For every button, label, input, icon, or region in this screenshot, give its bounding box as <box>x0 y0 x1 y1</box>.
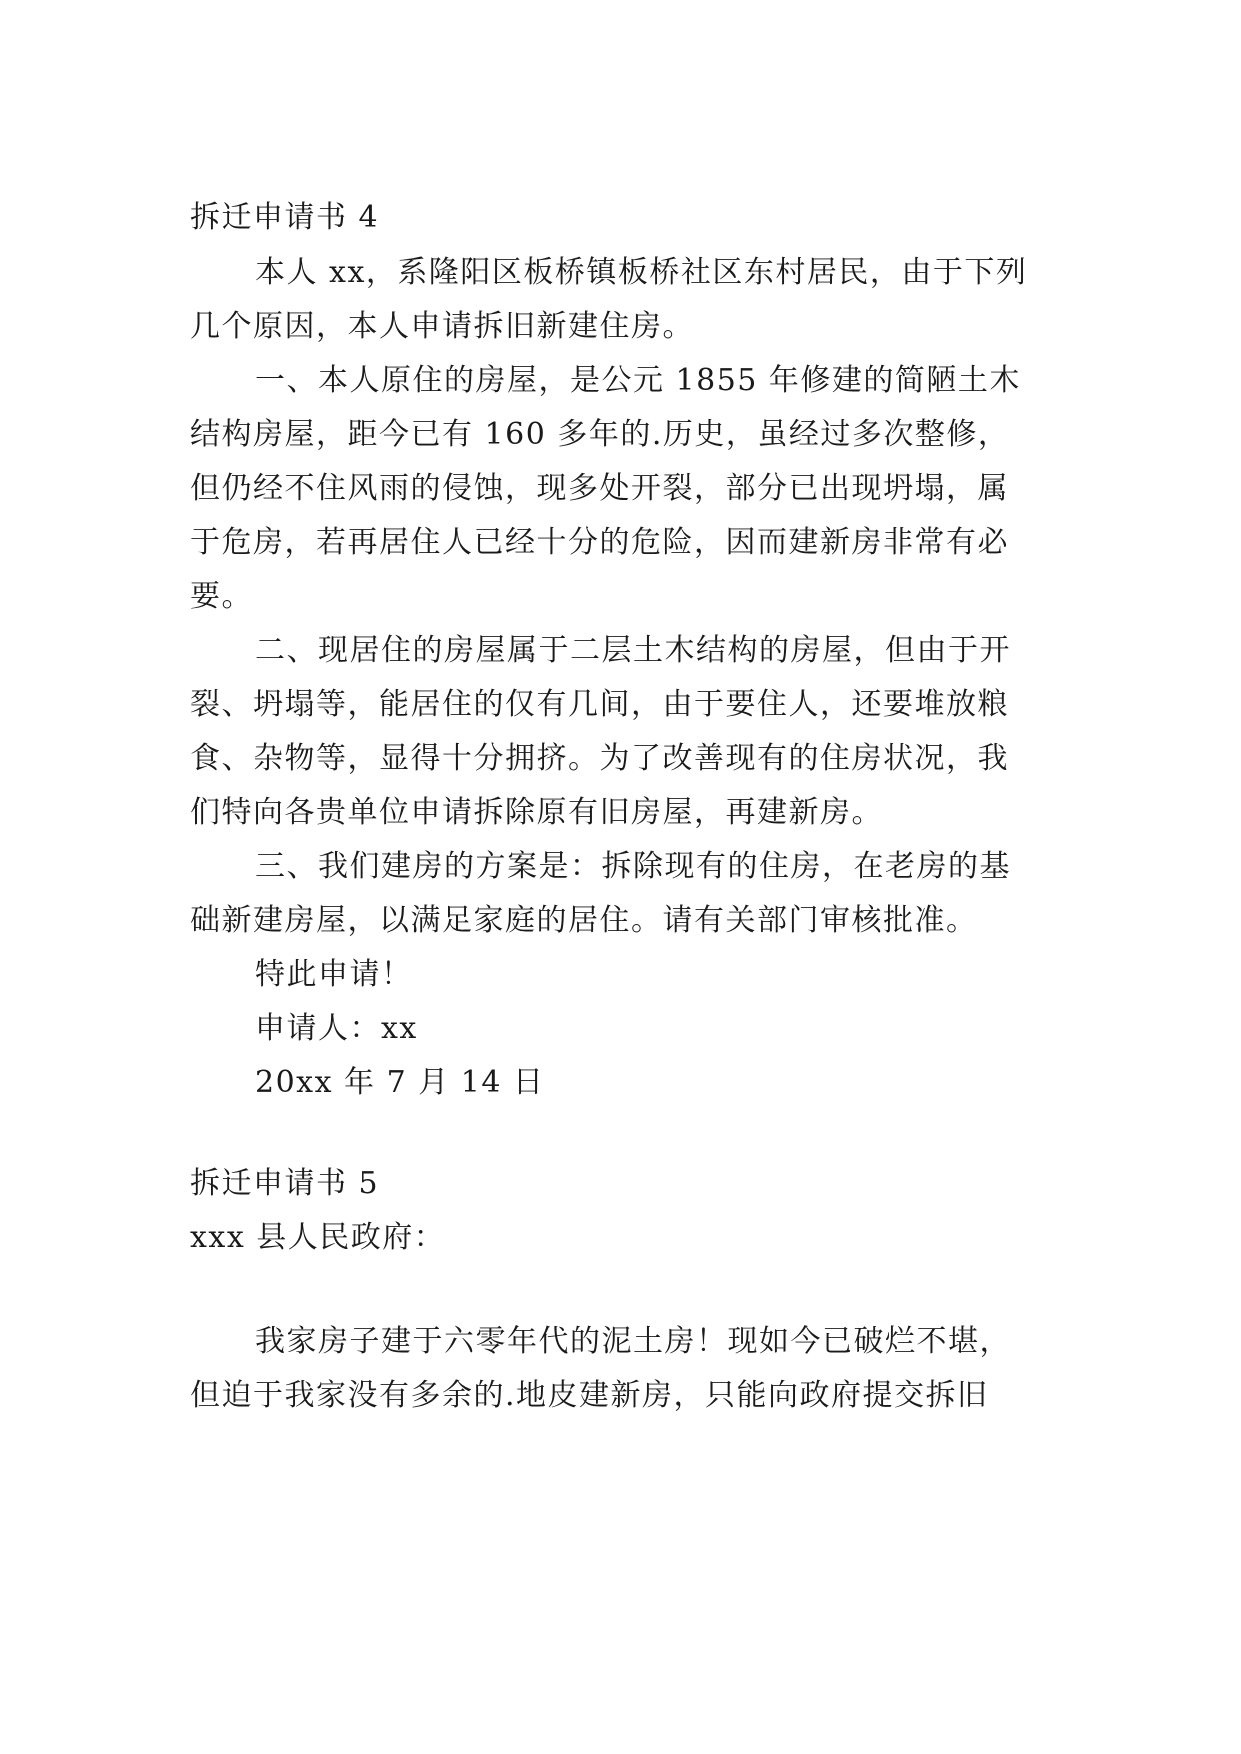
section-4-line: 结构房屋，距今已有 160 多年的.历史，虽经过多次整修， <box>190 417 1010 452</box>
section-4-line: 们特向各贵单位申请拆除原有旧房屋，再建新房。 <box>190 795 883 830</box>
section-4-line: 几个原因，本人申请拆旧新建住房。 <box>190 309 694 344</box>
applicant-signature: 申请人：xx <box>255 1011 418 1046</box>
section-4-line: 二、现居住的房屋属于二层土木结构的房屋，但由于开 <box>255 633 1011 668</box>
section-4-line: 要。 <box>190 579 253 614</box>
section-4-line: 但仍经不住风雨的侵蚀，现多处开裂，部分已出现坍塌，属 <box>190 471 1009 506</box>
section-4-line: 于危房，若再居住人已经十分的危险，因而建新房非常有必 <box>190 525 1009 560</box>
section-4-line: 食、杂物等，显得十分拥挤。为了改善现有的住房状况，我 <box>190 741 1009 776</box>
section-5-addressee: xxx 县人民政府： <box>190 1220 446 1255</box>
section-5-title: 拆迁申请书 5 <box>190 1166 380 1201</box>
section-4-line: 本人 xx，系隆阳区板桥镇板桥社区东村居民，由于下列 <box>255 255 1028 290</box>
application-date: 20xx 年 7 月 14 日 <box>255 1065 545 1100</box>
section-4-line: 裂、坍塌等，能居住的仅有几间，由于要住人，还要堆放粮 <box>190 687 1009 722</box>
section-5-line: 我家房子建于六零年代的泥土房！现如今已破烂不堪， <box>255 1324 1011 1359</box>
section-4-line: 一、本人原住的房屋，是公元 1855 年修建的简陋土木 <box>255 363 1021 398</box>
section-4-title: 拆迁申请书 4 <box>190 200 380 235</box>
closing-phrase: 特此申请！ <box>255 957 413 992</box>
section-4-line: 础新建房屋，以满足家庭的居住。请有关部门审核批准。 <box>190 903 978 938</box>
section-5-line: 但迫于我家没有多余的.地皮建新房，只能向政府提交拆旧 <box>190 1378 989 1413</box>
section-4-line: 三、我们建房的方案是：拆除现有的住房，在老房的基 <box>255 849 1011 884</box>
